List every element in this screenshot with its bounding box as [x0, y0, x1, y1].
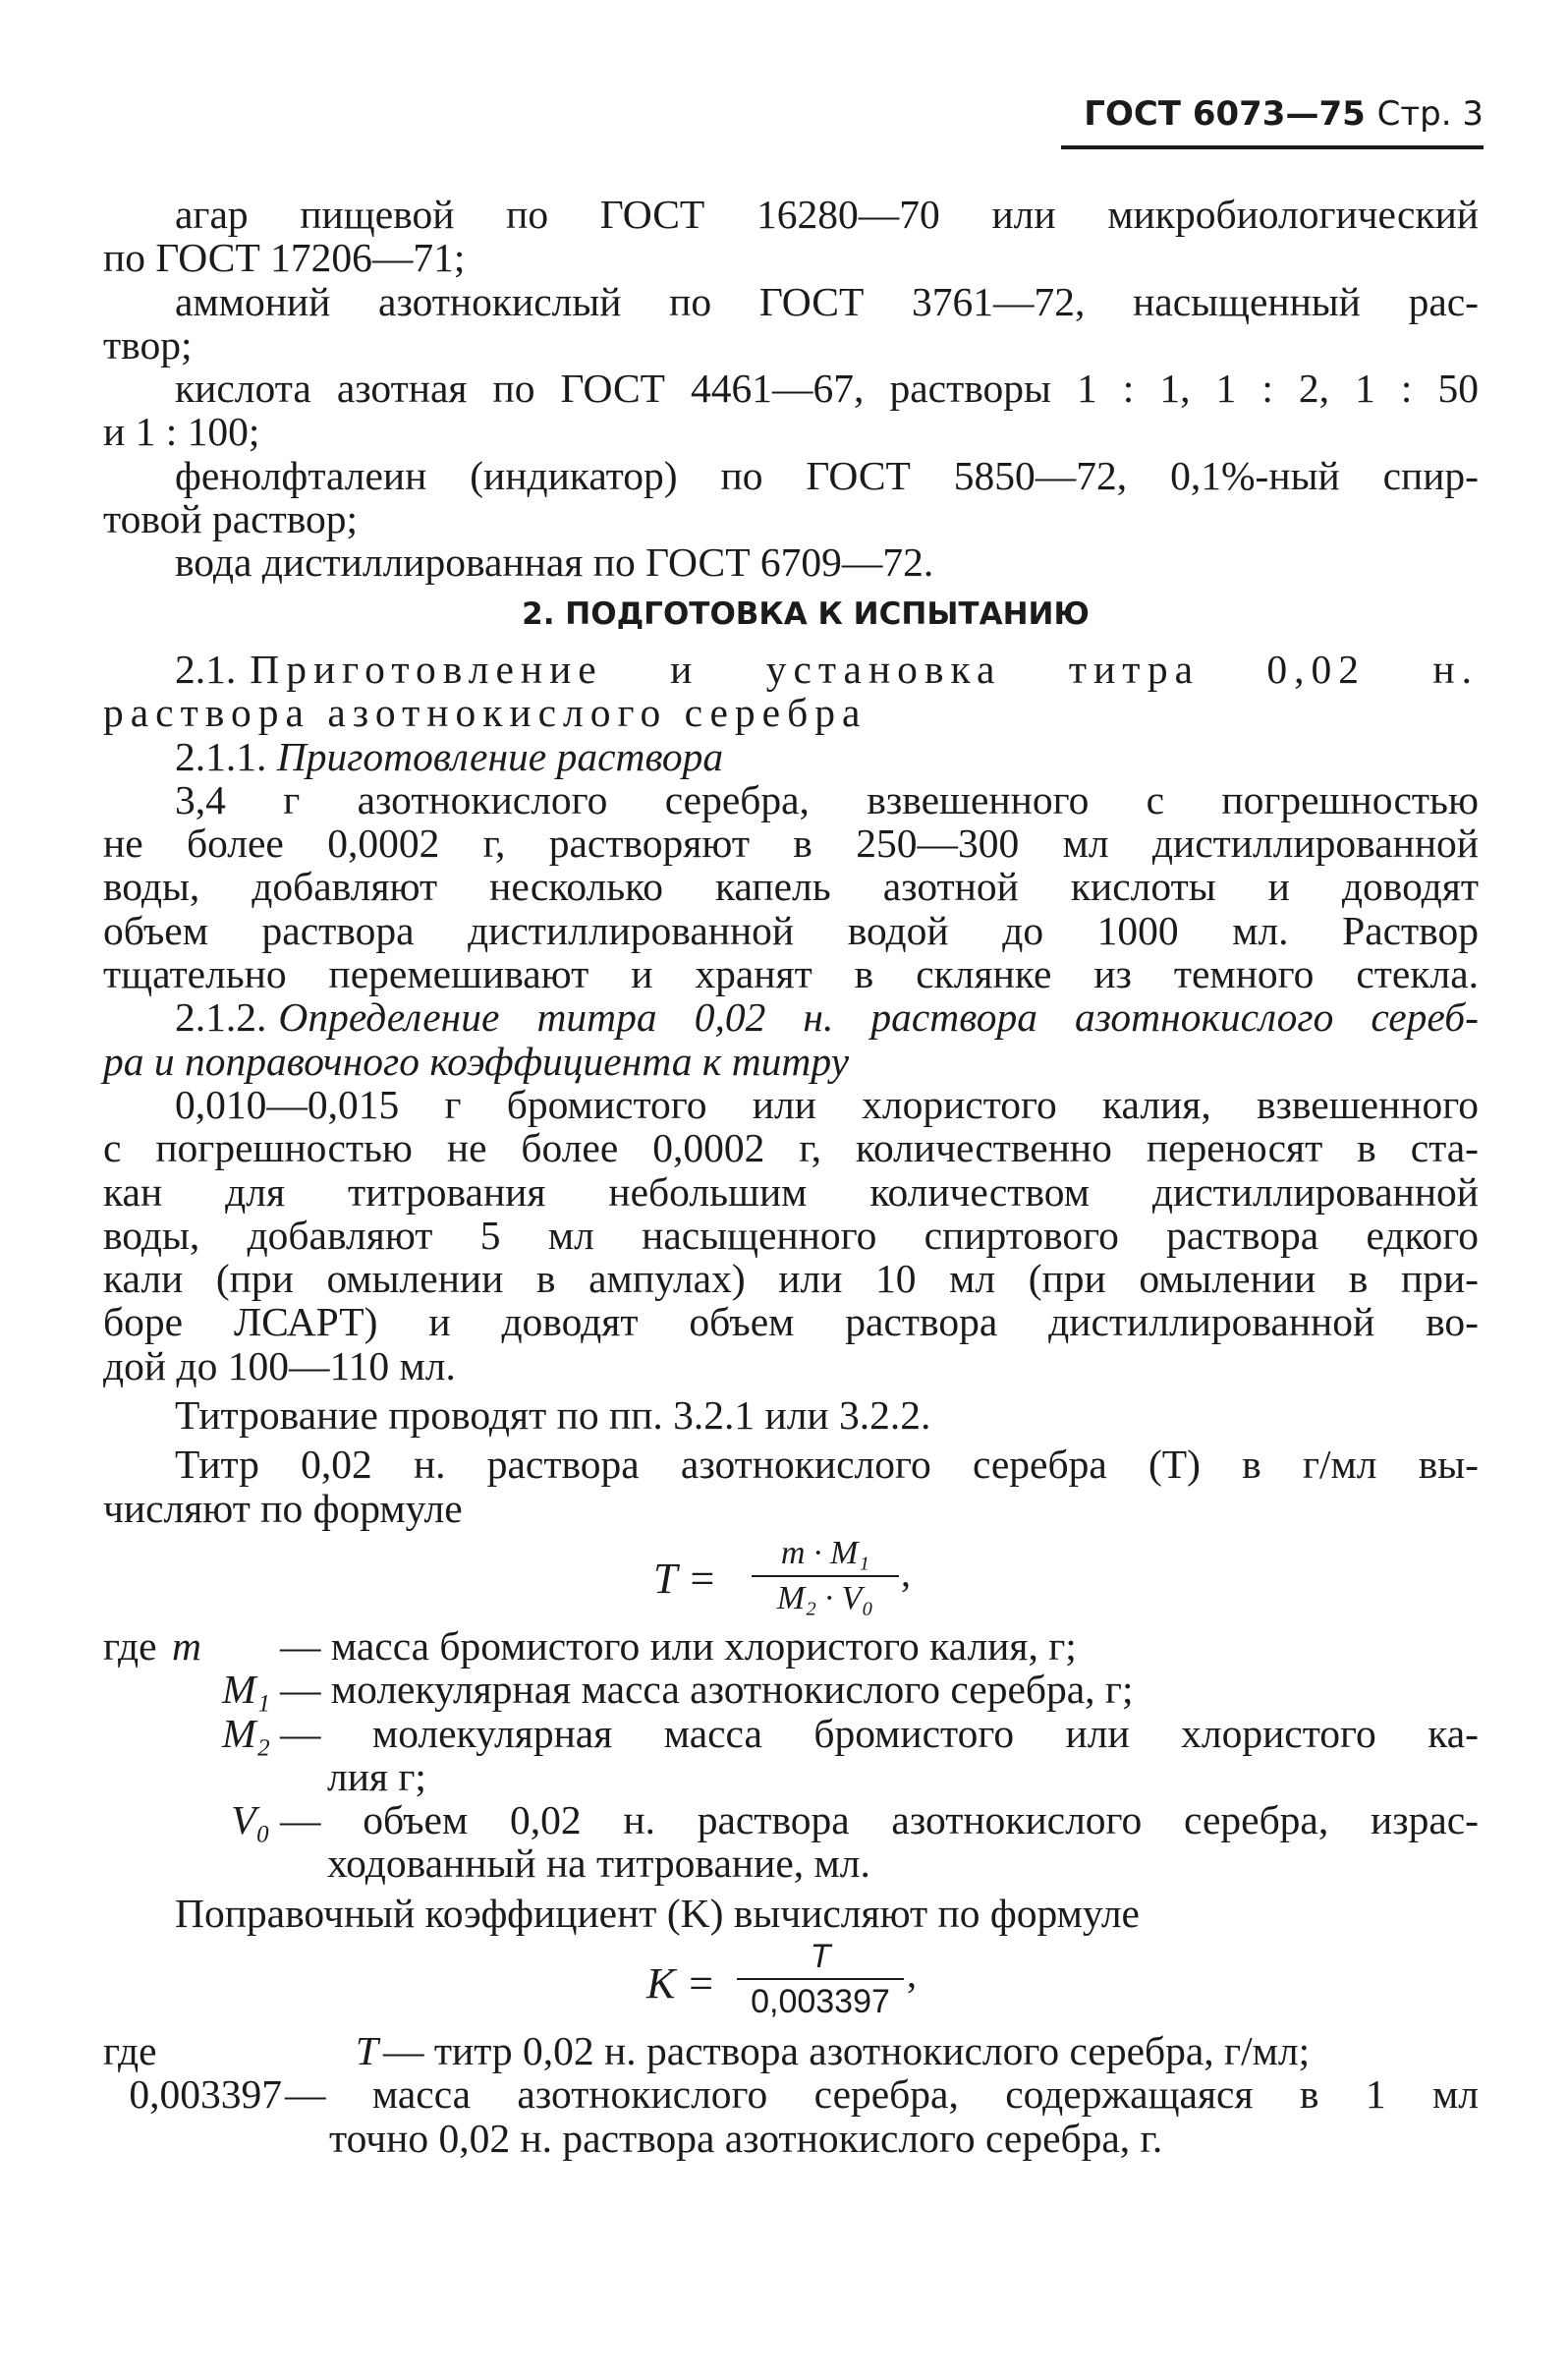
reagent-line: и 1 : 100; — [103, 409, 260, 455]
definition-text: — молекулярная масса азотнокислого серебра, г; — [280, 1667, 1134, 1713]
definition-row-continued — [103, 1755, 1479, 1798]
definition-text: лия г; — [327, 1753, 426, 1799]
definition-row-continued — [103, 2117, 1479, 2160]
paragraph-line: с погрешностью не более 0,0002 г, количественно переносят в ста- — [103, 1125, 1479, 1171]
formula-titre — [103, 1530, 1479, 1624]
definition-row-continued — [103, 1841, 1479, 1885]
header-standard: ГОСТ 6073—75 — [1084, 94, 1366, 134]
titration-note: Титрование проводят по пп. 3.2.1 или 3.2.2. — [175, 1392, 931, 1439]
formula-coefficient — [103, 1935, 1479, 2029]
formula-numerator: T — [810, 1937, 831, 1975]
definition-symbol: 0,003397 — [129, 2071, 282, 2118]
paragraph-line: не более 0,0002 г, растворяют в 250—300 мл дистиллированной — [103, 821, 1479, 867]
paragraph-line: воды, добавляют несколько капель азотной кислоты и доводят — [103, 864, 1479, 910]
definition-row — [103, 2072, 1479, 2116]
definition-text: — масса азотнокислого серебра, содержащаяся в 1 мл — [285, 2071, 1479, 2118]
reagent-line: кислота азотная по ГОСТ 4461—67, растворы 1 : 1, 1 : 2, 1 : 50 — [175, 366, 1479, 412]
paragraph-line: 0,010—0,015 г бромистого или хлористого калия, взвешенного — [175, 1081, 1479, 1127]
definition-row — [103, 1798, 1479, 1841]
paragraph-line: кали (при омылении в ампулах) или 10 мл (при омылении в при- — [103, 1256, 1479, 1302]
formula-comma: , — [907, 1951, 917, 1996]
fraction-bar — [737, 1978, 904, 1980]
where-label: где — [103, 1622, 157, 1669]
section-heading: 2. ПОДГОТОВКА К ИСПЫТАНИЮ — [522, 595, 1090, 632]
clause-2-1-1-title — [103, 735, 1479, 778]
clause-title-continued: ра и поправочного коэффициента к титру — [103, 1038, 850, 1084]
formula-lhs: T = — [653, 1554, 717, 1603]
definitions-coefficient — [103, 2029, 1479, 2160]
paragraph-line: воды, добавляют 5 мл насыщенного спиртового раствора едкого — [103, 1212, 1479, 1258]
definition-text: ходованный на титрование, мл. — [327, 1840, 870, 1887]
clause-title: Приготовление и установка титра 0,02 н. — [250, 646, 1479, 692]
definition-symbol: T — [355, 2027, 378, 2073]
header-rule — [1061, 145, 1484, 149]
clause-number: 2.1.1. — [175, 733, 267, 779]
paragraph-line: тщательно перемешивают и хранят в склянке из темного стекла. — [103, 951, 1479, 997]
definition-text: — объем 0,02 н. раствора азотнокислого серебра, израс- — [280, 1797, 1479, 1843]
page-body — [103, 193, 1479, 2160]
definition-row — [103, 1668, 1479, 1711]
clause-2-1-title — [103, 648, 1479, 691]
coefficient-intro: Поправочный коэффициент (K) вычисляют по формуле — [175, 1890, 1140, 1936]
clause-2-1-2-title — [103, 995, 1479, 1039]
clause-title-continued: раствора азотнокислого серебра — [103, 690, 868, 736]
definitions-titre — [103, 1624, 1479, 1886]
clause-title: Приготовление раствора — [276, 733, 724, 779]
formula-intro-line: Титр 0,02 н. раствора азотнокислого серебра (T) в г/мл вы- — [175, 1442, 1479, 1488]
formula-denominator: 0,003397 — [751, 1982, 890, 2020]
formula-lhs: K = — [646, 1958, 716, 2008]
paragraph-line: объем раствора дистиллированной водой до 1000 мл. Раствор — [103, 907, 1479, 953]
formula-fraction — [737, 1939, 904, 2019]
definition-text: — титр 0,02 н. раствора азотнокислого серебра, г/мл; — [383, 2027, 1311, 2073]
reagent-line: товой раствор; — [103, 496, 359, 542]
definition-text: — масса бромистого или хлористого калия, г; — [280, 1622, 1077, 1669]
paragraph-line: боре ЛСАРТ) и доводят объем раствора дистиллированной во- — [103, 1299, 1479, 1345]
formula-denominator: M₂ · V₀ — [776, 1579, 874, 1616]
paragraph-line: 3,4 г азотнокислого серебра, взвешенного с погрешностью — [175, 776, 1479, 822]
definition-row — [103, 1712, 1479, 1755]
formula-fraction — [752, 1536, 899, 1616]
where-label: где — [103, 2027, 157, 2073]
definition-text: точно 0,02 н. раствора азотнокислого серебра, г. — [329, 2115, 1163, 2161]
paragraph-line: дой до 100—110 мл. — [103, 1342, 456, 1388]
reagent-line: по ГОСТ 17206—71; — [103, 235, 466, 281]
paragraph-line: кан для титрования небольшим количеством дистиллированной — [103, 1168, 1479, 1215]
clause-number: 2.1. — [175, 646, 237, 692]
formula-intro-line: числяют по формуле — [103, 1485, 463, 1531]
header-page-number: Стр. 3 — [1376, 94, 1484, 134]
formula-comma: , — [901, 1550, 911, 1595]
running-header — [1061, 94, 1484, 134]
formula-numerator: m · M₁ — [780, 1534, 870, 1571]
definition-symbol: M₂ — [222, 1710, 270, 1756]
definition-symbol: m — [172, 1622, 201, 1669]
definition-symbol: V₀ — [231, 1797, 270, 1843]
fraction-bar — [752, 1575, 899, 1577]
definition-symbol: M₁ — [222, 1667, 270, 1713]
reagent-line: твор; — [103, 321, 193, 368]
reagent-list — [103, 193, 1479, 585]
reagent-line: вода дистиллированная по ГОСТ 6709—72. — [175, 539, 934, 586]
definition-text: — молекулярная масса бромистого или хлористого ка- — [280, 1710, 1479, 1756]
definition-row — [103, 2029, 1479, 2072]
clause-title: Определение титра 0,02 н. раствора азотнокислого сереб- — [278, 994, 1479, 1041]
definition-row — [103, 1624, 1479, 1668]
clause-number: 2.1.2. — [175, 994, 267, 1041]
reagent-line: агар пищевой по ГОСТ 16280—70 или микробиологический — [175, 192, 1479, 237]
reagent-line: аммоний азотнокислый по ГОСТ 3761—72, насыщенный рас- — [175, 278, 1479, 324]
reagent-line: фенолфталеин (индикатор) по ГОСТ 5850—72, 0,1%-ный спир- — [175, 452, 1479, 498]
